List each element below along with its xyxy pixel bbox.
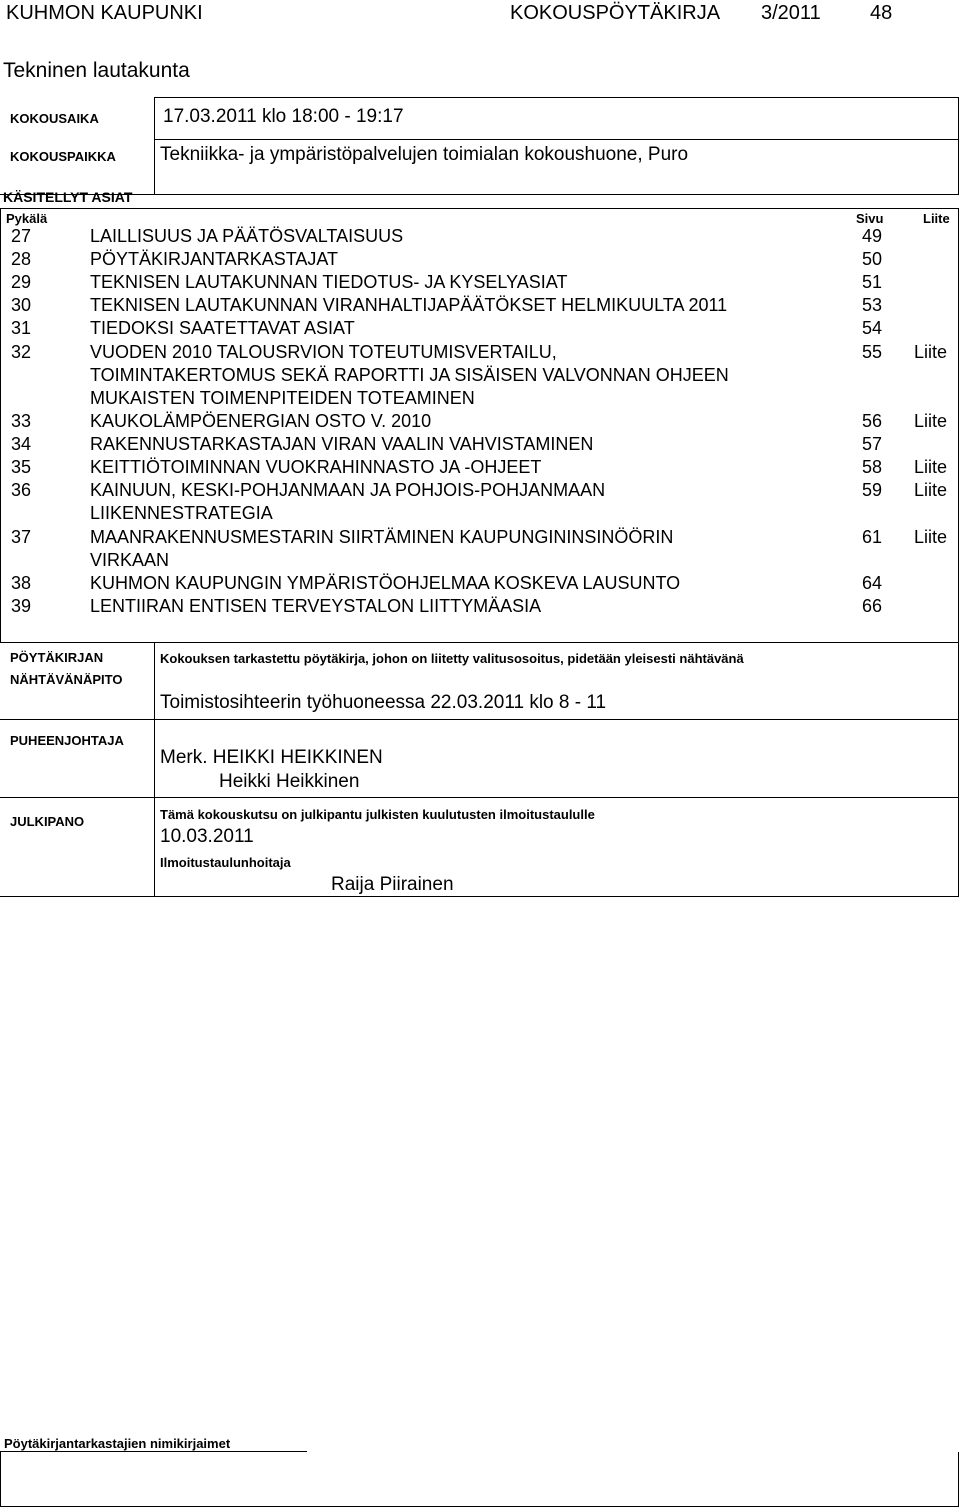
item-number: 30 [11,295,32,315]
item-page: 53 [862,295,883,315]
agenda-item [0,225,958,248]
item-title: KUHMON KAUPUNGIN YMPÄRISTÖOHJELMAA KOSKEVA LAUSUNTO [90,573,681,593]
item-title: TEKNISEN LAUTAKUNNAN VIRANHALTIJAPÄÄTÖKSET HELMIKUULTA 2011 [90,295,728,315]
agenda-item [0,294,958,317]
item-title: MAANRAKENNUSMESTARIN SIIRTÄMINEN KAUPUNGININSINÖÖRIN [90,527,674,547]
item-number: 37 [11,527,32,547]
item-page: 64 [862,573,883,593]
item-title: KAINUUN, KESKI-POHJANMAAN JA POHJOIS-POHJANMAAN [90,480,606,500]
item-title: KEITTIÖTOIMINNAN VUOKRAHINNASTO JA -OHJEET [90,457,542,477]
item-title: TIEDOKSI SAATETTAVAT ASIAT [90,318,355,338]
item-title-continued: LIIKENNESTRATEGIA [90,503,273,523]
agenda-item [0,248,958,271]
agenda-item [0,410,958,433]
item-number: 28 [11,249,32,269]
item-attachment: Liite [914,480,948,500]
agenda-item [0,595,958,618]
item-page: 56 [862,411,883,431]
display-label-line1: PÖYTÄKIRJAN [10,650,104,665]
item-title-continued: MUKAISTEN TOIMENPITEIDEN TOTEAMINEN [90,388,475,408]
posting-name: Raija Piirainen [331,874,454,895]
item-title: KAUKOLÄMPÖENERGIAN OSTO V. 2010 [90,411,432,431]
display-notice: Kokouksen tarkastettu pöytäkirja, johon on liitetty valitusosoitus, pidetään yleisesti nähtävänä [160,651,744,666]
column-page: Sivu [856,211,884,226]
item-page: 50 [862,249,883,269]
meeting-place-label: KOKOUSPAIKKA [10,149,116,164]
meeting-time-label: KOKOUSAIKA [10,111,99,126]
item-title: VUODEN 2010 TALOUSRVION TOTEUTUMISVERTAILU, [90,342,557,362]
item-page: 58 [862,457,883,477]
chair-label: PUHEENJOHTAJA [10,733,124,748]
committee-name: Tekninen lautakunta [3,59,190,82]
item-number: 31 [11,318,32,338]
document-type: KOKOUSPÖYTÄKIRJA [510,2,721,24]
item-title: PÖYTÄKIRJANTARKASTAJAT [90,249,339,269]
item-title-continued: TOIMINTAKERTOMUS SEKÄ RAPORTTI JA SISÄISEN VALVONNAN OHJEEN [90,365,729,385]
item-number: 38 [11,573,32,593]
display-label-line2: NÄHTÄVÄNÄPITO [10,672,123,687]
item-number: 36 [11,480,32,500]
item-attachment: Liite [914,527,948,547]
signatures-label: Pöytäkirjantarkastajien nimikirjaimet [4,1436,231,1451]
column-section: Pykälä [6,211,48,226]
page-number: 48 [870,2,893,24]
item-title-continued: VIRKAAN [90,550,170,570]
posting-notice: Tämä kokouskutsu on julkipantu julkisten kuulutusten ilmoitustaululle [160,807,595,822]
item-title: LAILLISUUS JA PÄÄTÖSVALTAISUUS [90,226,404,246]
agenda-item [0,572,958,595]
item-attachment: Liite [914,411,948,431]
item-number: 39 [11,596,32,616]
agenda-item [0,271,958,294]
agenda-item [0,317,958,340]
section-title: KÄSITELLYT ASIAT [3,189,133,205]
item-title: RAKENNUSTARKASTAJAN VIRAN VAALIN VAHVISTAMINEN [90,434,594,454]
item-page: 54 [862,318,883,338]
posting-role: Ilmoitustaulunhoitaja [160,855,291,870]
item-title: TEKNISEN LAUTAKUNNAN TIEDOTUS- JA KYSELYASIAT [90,272,568,292]
item-number: 33 [11,411,32,431]
item-page: 61 [862,527,883,547]
agenda-item [0,526,958,572]
display-location: Toimistosihteerin työhuoneessa 22.03.2011 klo 8 - 11 [160,692,607,713]
agenda-item [0,456,958,479]
column-attachment: Liite [923,211,950,226]
item-attachment: Liite [914,457,948,477]
item-page: 66 [862,596,883,616]
agenda-item [0,433,958,456]
posting-label: JULKIPANO [10,814,85,829]
agenda-item [0,479,958,525]
meeting-place-value: Tekniikka- ja ympäristöpalvelujen toimialan kokoushuone, Puro [160,144,689,165]
item-attachment: Liite [914,342,948,362]
item-number: 35 [11,457,32,477]
chair-name: Heikki Heikkinen [219,771,360,792]
item-page: 57 [862,434,883,454]
item-number: 34 [11,434,32,454]
issue-number: 3/2011 [761,2,821,24]
agenda-item [0,341,958,410]
item-number: 32 [11,342,32,362]
item-number: 29 [11,272,32,292]
item-page: 49 [862,226,883,246]
item-number: 27 [11,226,32,246]
item-title: LENTIIRAN ENTISEN TERVEYSTALON LIITTYMÄASIA [90,596,542,616]
organization-name: KUHMON KAUPUNKI [6,2,203,24]
chair-signed: Merk. HEIKKI HEIKKINEN [160,747,383,768]
posting-date: 10.03.2011 [160,826,254,847]
item-page: 51 [862,272,883,292]
meeting-time-value: 17.03.2011 klo 18:00 - 19:17 [163,106,404,127]
item-page: 55 [862,342,883,362]
item-page: 59 [862,480,883,500]
